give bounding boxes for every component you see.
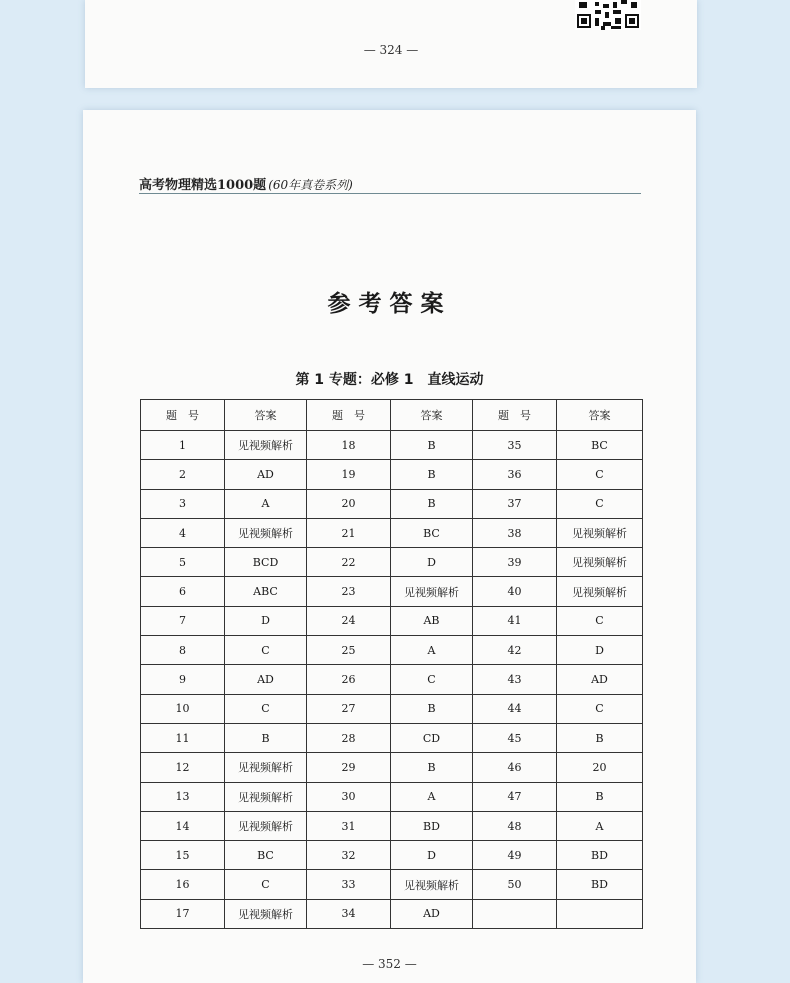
question-number-cell: 15 (141, 841, 225, 870)
answer-cell (557, 899, 643, 928)
table-row (141, 577, 643, 606)
answer-cell: A (557, 811, 643, 840)
answer-cell: BD (557, 870, 643, 899)
header-cell: 答案 (557, 400, 643, 431)
answer-cell: C (225, 636, 307, 665)
header-rule (139, 193, 641, 194)
table-row (141, 606, 643, 635)
qr-code-icon (575, 0, 641, 30)
question-number-cell: 7 (141, 606, 225, 635)
question-number-cell: 25 (307, 636, 391, 665)
table-row (141, 489, 643, 518)
table-row (141, 548, 643, 577)
answer-page (83, 110, 696, 983)
answer-cell: C (557, 606, 643, 635)
answer-cell: BC (225, 841, 307, 870)
header-cell: 答案 (391, 400, 473, 431)
answer-cell: 见视频解析 (225, 782, 307, 811)
question-number-cell: 2 (141, 460, 225, 489)
table-row (141, 460, 643, 489)
answer-table (140, 399, 643, 929)
answer-cell: C (557, 489, 643, 518)
answer-cell: 见视频解析 (391, 577, 473, 606)
answer-cell: BC (391, 518, 473, 547)
running-head (139, 174, 353, 193)
question-number-cell: 11 (141, 723, 225, 752)
header-cell: 答案 (225, 400, 307, 431)
question-number-cell: 29 (307, 753, 391, 782)
question-number-cell: 38 (473, 518, 557, 547)
question-number-cell: 13 (141, 782, 225, 811)
question-number-cell: 47 (473, 782, 557, 811)
answer-cell: 见视频解析 (391, 870, 473, 899)
answer-cell: B (391, 489, 473, 518)
question-number-cell: 22 (307, 548, 391, 577)
question-number-cell: 3 (141, 489, 225, 518)
section-title (83, 369, 696, 389)
header-cell: 题 号 (141, 400, 225, 431)
question-number-cell: 43 (473, 665, 557, 694)
header-cell: 题 号 (307, 400, 391, 431)
series-label: (60年真卷系列) (268, 178, 353, 192)
question-number-cell: 40 (473, 577, 557, 606)
page-number: — 324 — (363, 43, 419, 57)
question-number-cell: 30 (307, 782, 391, 811)
answer-cell: C (391, 665, 473, 694)
question-number-cell: 8 (141, 636, 225, 665)
question-number-cell: 36 (473, 460, 557, 489)
answer-cell: BD (557, 841, 643, 870)
table-row (141, 723, 643, 752)
table-row (141, 811, 643, 840)
table-row (141, 431, 643, 460)
question-number-cell: 26 (307, 665, 391, 694)
answer-cell: D (391, 548, 473, 577)
answer-cell: C (557, 460, 643, 489)
question-number-cell: 17 (141, 899, 225, 928)
table-row (141, 782, 643, 811)
answer-cell: B (225, 723, 307, 752)
question-number-cell: 24 (307, 606, 391, 635)
table-row (141, 694, 643, 723)
answer-cell: 见视频解析 (225, 811, 307, 840)
question-number-cell: 27 (307, 694, 391, 723)
answer-cell: C (225, 694, 307, 723)
header-cell: 题 号 (473, 400, 557, 431)
answer-cell: BD (391, 811, 473, 840)
answer-cell: CD (391, 723, 473, 752)
question-number-cell: 14 (141, 811, 225, 840)
answer-cell: AD (225, 460, 307, 489)
answer-cell: 见视频解析 (225, 899, 307, 928)
table-row (141, 870, 643, 899)
question-number-cell: 37 (473, 489, 557, 518)
section-label: 第 1 专题：必修 1 (295, 372, 414, 388)
question-number-cell: 16 (141, 870, 225, 899)
answer-cell: BCD (225, 548, 307, 577)
question-number-cell: 23 (307, 577, 391, 606)
question-number-cell: 1 (141, 431, 225, 460)
section-topic: 直线运动 (427, 372, 484, 388)
question-number-cell: 39 (473, 548, 557, 577)
answer-cell: B (391, 694, 473, 723)
table-header-row (141, 400, 643, 431)
answer-cell: A (391, 782, 473, 811)
table-row (141, 899, 643, 928)
answer-cell: 见视频解析 (225, 753, 307, 782)
question-number-cell: 41 (473, 606, 557, 635)
page-number: — 352 — (362, 957, 417, 971)
answer-cell: B (557, 723, 643, 752)
answer-cell: D (225, 606, 307, 635)
table-row (141, 665, 643, 694)
answer-cell: D (391, 841, 473, 870)
question-number-cell: 46 (473, 753, 557, 782)
table-row (141, 636, 643, 665)
question-number-cell: 21 (307, 518, 391, 547)
question-number-cell (473, 899, 557, 928)
question-number-cell: 45 (473, 723, 557, 752)
answer-cell: B (391, 460, 473, 489)
table-row (141, 753, 643, 782)
question-number-cell: 49 (473, 841, 557, 870)
question-number-cell: 6 (141, 577, 225, 606)
question-number-cell: 48 (473, 811, 557, 840)
answer-cell: 见视频解析 (225, 431, 307, 460)
answer-table-body (141, 431, 643, 929)
answer-cell: AD (225, 665, 307, 694)
answer-cell: A (391, 636, 473, 665)
answer-cell: C (225, 870, 307, 899)
answer-cell: BC (557, 431, 643, 460)
answer-cell: 见视频解析 (557, 548, 643, 577)
answer-cell: B (391, 431, 473, 460)
answer-cell: 20 (557, 753, 643, 782)
book-title: 高考物理精选1000题 (139, 178, 267, 193)
question-number-cell: 34 (307, 899, 391, 928)
answer-cell: AB (391, 606, 473, 635)
answer-cell: ABC (225, 577, 307, 606)
answer-cell: AD (391, 899, 473, 928)
answer-cell: B (391, 753, 473, 782)
answer-cell: 见视频解析 (225, 518, 307, 547)
question-number-cell: 19 (307, 460, 391, 489)
answer-cell: D (557, 636, 643, 665)
table-row (141, 841, 643, 870)
question-number-cell: 33 (307, 870, 391, 899)
question-number-cell: 4 (141, 518, 225, 547)
answer-cell: AD (557, 665, 643, 694)
question-number-cell: 28 (307, 723, 391, 752)
answer-cell: A (225, 489, 307, 518)
question-number-cell: 12 (141, 753, 225, 782)
question-number-cell: 20 (307, 489, 391, 518)
question-number-cell: 18 (307, 431, 391, 460)
answer-cell: B (557, 782, 643, 811)
answer-cell: 见视频解析 (557, 577, 643, 606)
question-number-cell: 50 (473, 870, 557, 899)
question-number-cell: 5 (141, 548, 225, 577)
previous-page (85, 0, 697, 88)
question-number-cell: 42 (473, 636, 557, 665)
question-number-cell: 32 (307, 841, 391, 870)
table-row (141, 518, 643, 547)
question-number-cell: 44 (473, 694, 557, 723)
page-title: 参考答案 (327, 291, 452, 317)
answer-cell: 见视频解析 (557, 518, 643, 547)
question-number-cell: 10 (141, 694, 225, 723)
question-number-cell: 9 (141, 665, 225, 694)
question-number-cell: 31 (307, 811, 391, 840)
question-number-cell: 35 (473, 431, 557, 460)
answer-cell: C (557, 694, 643, 723)
